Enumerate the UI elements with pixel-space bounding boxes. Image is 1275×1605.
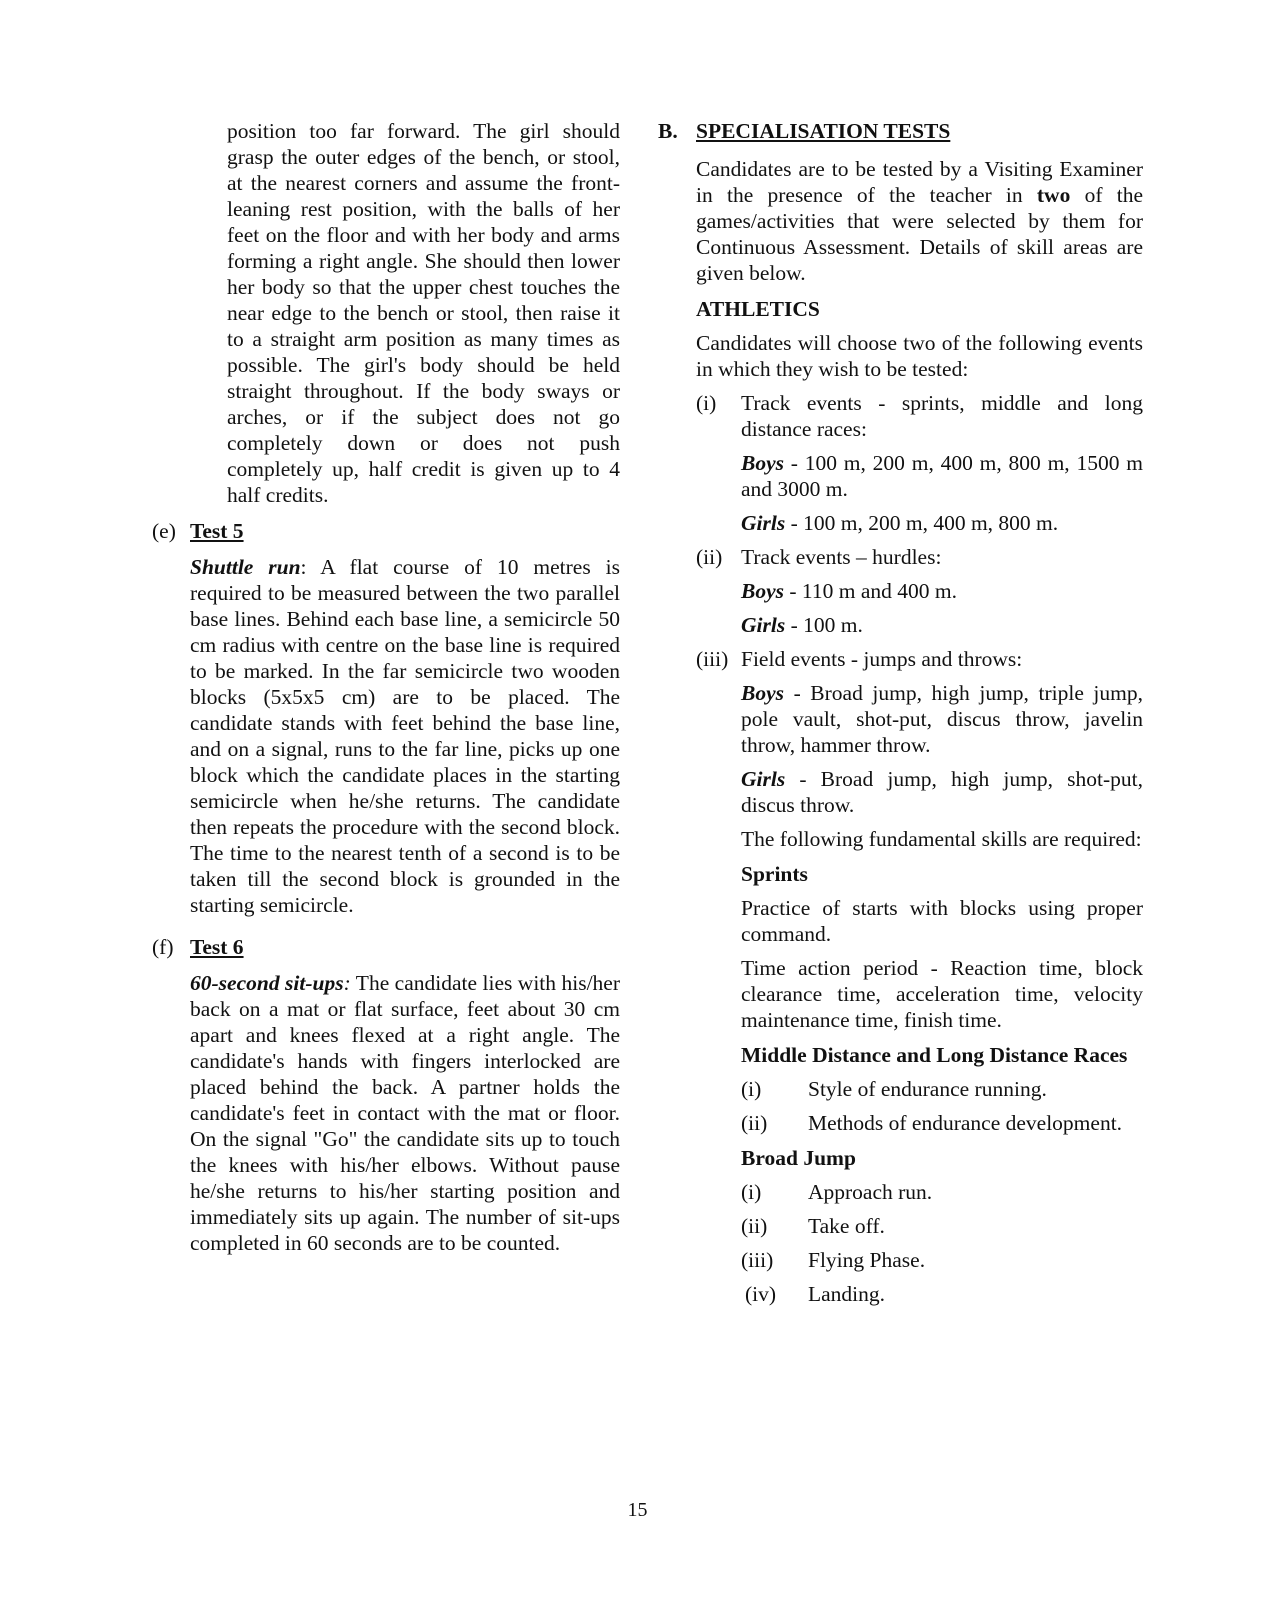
event-item bbox=[696, 646, 1143, 672]
event-girls bbox=[741, 510, 1143, 536]
test6-heading bbox=[152, 934, 620, 960]
girls-text: - 100 m, 200 m, 400 m, 800 m. bbox=[785, 511, 1059, 535]
list-item bbox=[741, 1110, 1143, 1136]
event-boys bbox=[741, 450, 1143, 502]
event-title: Track events - sprints, middle and long distance races: bbox=[741, 391, 1143, 441]
girls-text: - Broad jump, high jump, shot-put, discus throw. bbox=[741, 767, 1143, 817]
test6-body bbox=[190, 970, 620, 1256]
broad-jump-title: Broad Jump bbox=[741, 1146, 856, 1170]
list-item bbox=[741, 1179, 1143, 1205]
event-details bbox=[741, 578, 1143, 638]
event-item bbox=[696, 544, 1143, 570]
boys-label: Boys bbox=[741, 681, 784, 705]
section-title: SPECIALISATION TESTS bbox=[696, 119, 951, 143]
test6-label: (f) bbox=[152, 935, 174, 959]
list-item-text: Landing. bbox=[808, 1282, 886, 1306]
athletics-intro: Candidates will choose two of the following events in which they wish to be tested: bbox=[696, 331, 1143, 381]
list-item-label: (iv) bbox=[745, 1282, 777, 1306]
list-item-label: (iii) bbox=[741, 1248, 774, 1272]
test6-term: 60-second sit-ups bbox=[190, 971, 344, 995]
middle-distance-title: Middle Distance and Long Distance Races bbox=[741, 1043, 1128, 1067]
athletics-title: ATHLETICS bbox=[696, 297, 820, 321]
section-label: B. bbox=[658, 119, 678, 143]
section-intro bbox=[696, 156, 1143, 286]
middle-distance-list bbox=[741, 1076, 1143, 1136]
girls-label: Girls bbox=[741, 613, 786, 637]
sprints-p2: Time action period - Reaction time, block clearance time, acceleration time, velocity maintenance time, finish time. bbox=[741, 956, 1143, 1032]
page-number: 15 bbox=[627, 1499, 648, 1521]
section-b-heading bbox=[658, 118, 1143, 144]
event-title: Track events – hurdles: bbox=[741, 545, 942, 569]
test6-term-colon: : bbox=[343, 971, 351, 995]
boys-text: - 100 m, 200 m, 400 m, 800 m, 1500 m and 3000 m. bbox=[741, 451, 1143, 501]
boys-label: Boys bbox=[741, 451, 784, 475]
event-details bbox=[741, 450, 1143, 536]
list-item-text: Style of endurance running. bbox=[808, 1077, 1047, 1101]
list-item-text: Methods of endurance development. bbox=[808, 1111, 1123, 1135]
sprints-title: Sprints bbox=[741, 862, 808, 886]
test6-title: Test 6 bbox=[190, 935, 244, 959]
list-item-text: Approach run. bbox=[808, 1180, 933, 1204]
list-item-label: (ii) bbox=[741, 1214, 768, 1238]
test5-label: (e) bbox=[152, 519, 176, 543]
test5-title: Test 5 bbox=[190, 519, 244, 543]
event-boys bbox=[741, 578, 1143, 604]
right-column bbox=[658, 118, 1143, 1307]
event-label: (ii) bbox=[696, 545, 723, 569]
test5-text: A flat course of 10 metres is required to be measured between the two parallel base lines. Behind each base line, a semicircle 50 cm radius with centre on the base line is required to be marked. In the far semicircle two wooden blocks (5x5x5 cm) are to be placed. The candidate stands with feet behind the base line, and on a signal, runs to the far line, picks up one block which the candidate places in the starting semicircle when he/she returns. The candidate then repeats the procedure with the second block. The time to the nearest tenth of a second is to be taken till the second block is grounded in the starting semicircle. bbox=[190, 555, 620, 917]
event-details bbox=[741, 680, 1143, 1307]
event-item bbox=[696, 390, 1143, 442]
girls-label: Girls bbox=[741, 511, 786, 535]
sprints-p1: Practice of starts with blocks using proper command. bbox=[741, 896, 1143, 946]
event-label: (i) bbox=[696, 391, 717, 415]
event-boys bbox=[741, 680, 1143, 758]
girls-label: Girls bbox=[741, 767, 786, 791]
list-item bbox=[741, 1281, 1143, 1307]
section-body bbox=[696, 156, 1143, 1307]
left-column bbox=[152, 118, 620, 1256]
list-item-label: (i) bbox=[741, 1180, 762, 1204]
event-title: Field events - jumps and throws: bbox=[741, 647, 1023, 671]
boys-text: - 110 m and 400 m. bbox=[784, 579, 957, 603]
section-intro-b: of the games/activities that were selected by them for Continuous Assessment. Details of skill areas are given below. bbox=[696, 183, 1144, 285]
test5-term-colon: : bbox=[300, 555, 307, 579]
pushup-continuation: position too far forward. The girl should grasp the outer edges of the bench, or stool, at the nearest corners and assume the front-leaning rest position, with the balls of her feet on the floor and with her body and arms forming a right angle. She should then lower her body so that the upper chest touches the near edge to the bench or stool, then raise it to a straight arm position as many times as possible. The girl's body should be held straight throughout. If the body sways or arches, or if the subject does not go completely down or does not push completely up, half credit is given up to 4 half credits. bbox=[227, 119, 620, 507]
boys-text: - Broad jump, high jump, triple jump, pole vault, shot-put, discus throw, javelin throw, hammer throw. bbox=[741, 681, 1143, 757]
list-item-text: Flying Phase. bbox=[808, 1248, 926, 1272]
section-intro-bold: two bbox=[1036, 183, 1071, 207]
boys-label: Boys bbox=[741, 579, 784, 603]
list-item bbox=[741, 1076, 1143, 1102]
list-item bbox=[741, 1213, 1143, 1239]
list-item bbox=[741, 1247, 1143, 1273]
list-item-label: (i) bbox=[741, 1077, 762, 1101]
test5-body bbox=[190, 554, 620, 918]
event-girls bbox=[741, 766, 1143, 818]
event-label: (iii) bbox=[696, 647, 729, 671]
list-item-label: (ii) bbox=[741, 1111, 768, 1135]
fundamental-skills-intro: The following fundamental skills are required: bbox=[741, 827, 1142, 851]
girls-text: - 100 m. bbox=[785, 613, 863, 637]
list-item-text: Take off. bbox=[808, 1214, 885, 1238]
section-intro-a: Candidates are to be tested by a Visiting Examiner in the presence of the teacher in bbox=[696, 157, 1143, 207]
test6-text: The candidate lies with his/her back on a mat or flat surface, feet about 30 cm apart and knees flexed at a right angle. The candidate's hands with fingers interlocked are placed behind the back. A partner holds the candidate's feet in contact with the mat or floor. On the signal "Go" the candidate sits up to touch the knees with his/her elbows. Without pause he/she returns to his/her starting position and immediately sits up again. The number of sit-ups completed in 60 seconds are to be counted. bbox=[190, 971, 620, 1255]
test5-term: Shuttle run bbox=[190, 555, 301, 579]
event-girls bbox=[741, 612, 1143, 638]
test5-heading bbox=[152, 518, 620, 544]
broad-jump-list bbox=[741, 1179, 1143, 1307]
